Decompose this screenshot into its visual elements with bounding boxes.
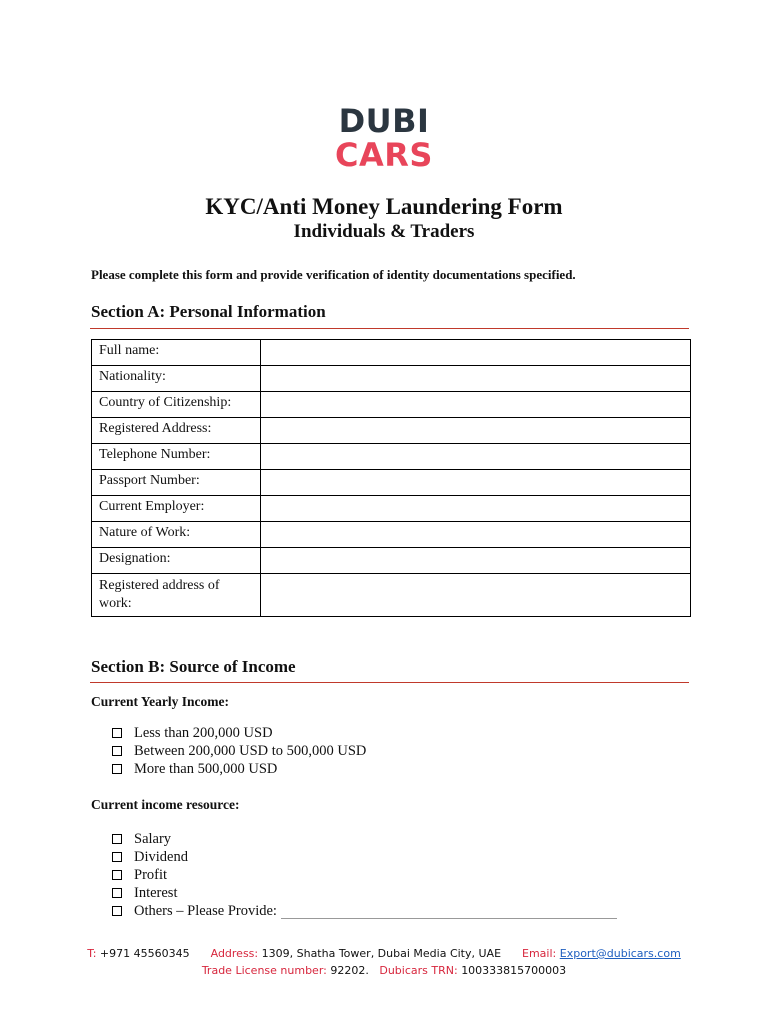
field-label: Registered Address: [92,418,261,444]
address-label: Address: [210,947,259,960]
telephone-input[interactable] [261,444,691,470]
designation-input[interactable] [261,548,691,574]
section-a-heading: Section A: Personal Information [91,302,326,321]
option-label: Interest [134,885,178,901]
option-label: Salary [134,831,172,847]
option-label: Dividend [134,849,188,865]
income-resource-options [112,830,617,920]
table-row [92,340,691,366]
table-row [92,470,691,496]
others-input[interactable] [281,904,617,919]
trn-value: 100333815700003 [461,964,567,977]
intro-text: Please complete this form and provide verification of identity documentations specified. [91,267,576,282]
list-item [112,724,366,742]
dubicars-logo [0,104,768,172]
option-label: Profit [134,867,168,883]
field-label: Nature of Work: [92,522,261,548]
footer-license [0,964,768,977]
checkbox[interactable] [112,870,122,880]
list-item [112,742,366,760]
field-label: Full name: [92,340,261,366]
option-label: More than 500,000 USD [134,761,278,777]
section-a-rule [90,328,689,329]
trn-label: Dubicars TRN: [379,964,458,977]
personal-info-table [91,339,691,617]
section-b-rule [90,682,689,683]
license-label: Trade License number: [201,964,327,977]
table-row [92,574,691,617]
license-value: 92202. [326,964,369,977]
field-label: Nationality: [92,366,261,392]
list-item [112,884,617,902]
email-label: Email: [522,947,557,960]
table-row [92,366,691,392]
footer-contact [0,947,768,960]
field-label: Designation: [92,548,261,574]
table-row [92,496,691,522]
field-label: Current Employer: [92,496,261,522]
list-item [112,866,617,884]
full-name-input[interactable] [261,340,691,366]
yearly-income-options [112,724,366,778]
checkbox[interactable] [112,834,122,844]
field-label: Registered address of work: [92,574,261,617]
field-label: Country of Citizenship: [92,392,261,418]
passport-input[interactable] [261,470,691,496]
list-item [112,760,366,778]
option-label: Others – Please Provide: [134,903,277,919]
employer-input[interactable] [261,496,691,522]
phone-value: +971 45560345 [96,947,190,960]
checkbox[interactable] [112,852,122,862]
list-item [112,830,617,848]
phone-label: T: [87,947,97,960]
registered-address-input[interactable] [261,418,691,444]
option-label: Between 200,000 USD to 500,000 USD [134,743,367,759]
address-value: 1309, Shatha Tower, Dubai Media City, UAE [258,947,502,960]
field-label: Telephone Number: [92,444,261,470]
table-row [92,522,691,548]
checkbox[interactable] [112,906,122,916]
section-b-heading: Section B: Source of Income [91,657,296,676]
list-item [112,902,617,920]
option-label: Less than 200,000 USD [134,725,273,741]
form-subtitle: Individuals & Traders [293,221,475,242]
table-row [92,548,691,574]
income-resource-label: Current income resource: [91,797,240,812]
list-item [112,848,617,866]
logo-line-dubi: DUBI [338,102,430,140]
form-title: KYC/Anti Money Laundering Form [205,194,563,219]
yearly-income-label: Current Yearly Income: [91,694,229,709]
table-row [92,392,691,418]
nationality-input[interactable] [261,366,691,392]
email-link[interactable]: Export@dubicars.com [559,947,681,960]
checkbox[interactable] [112,888,122,898]
table-row [92,418,691,444]
citizenship-input[interactable] [261,392,691,418]
work-address-input[interactable] [261,574,691,617]
logo-line-cars: CARS [335,136,433,174]
table-row [92,444,691,470]
field-label: Passport Number: [92,470,261,496]
nature-of-work-input[interactable] [261,522,691,548]
checkbox[interactable] [112,728,122,738]
checkbox[interactable] [112,746,122,756]
checkbox[interactable] [112,764,122,774]
